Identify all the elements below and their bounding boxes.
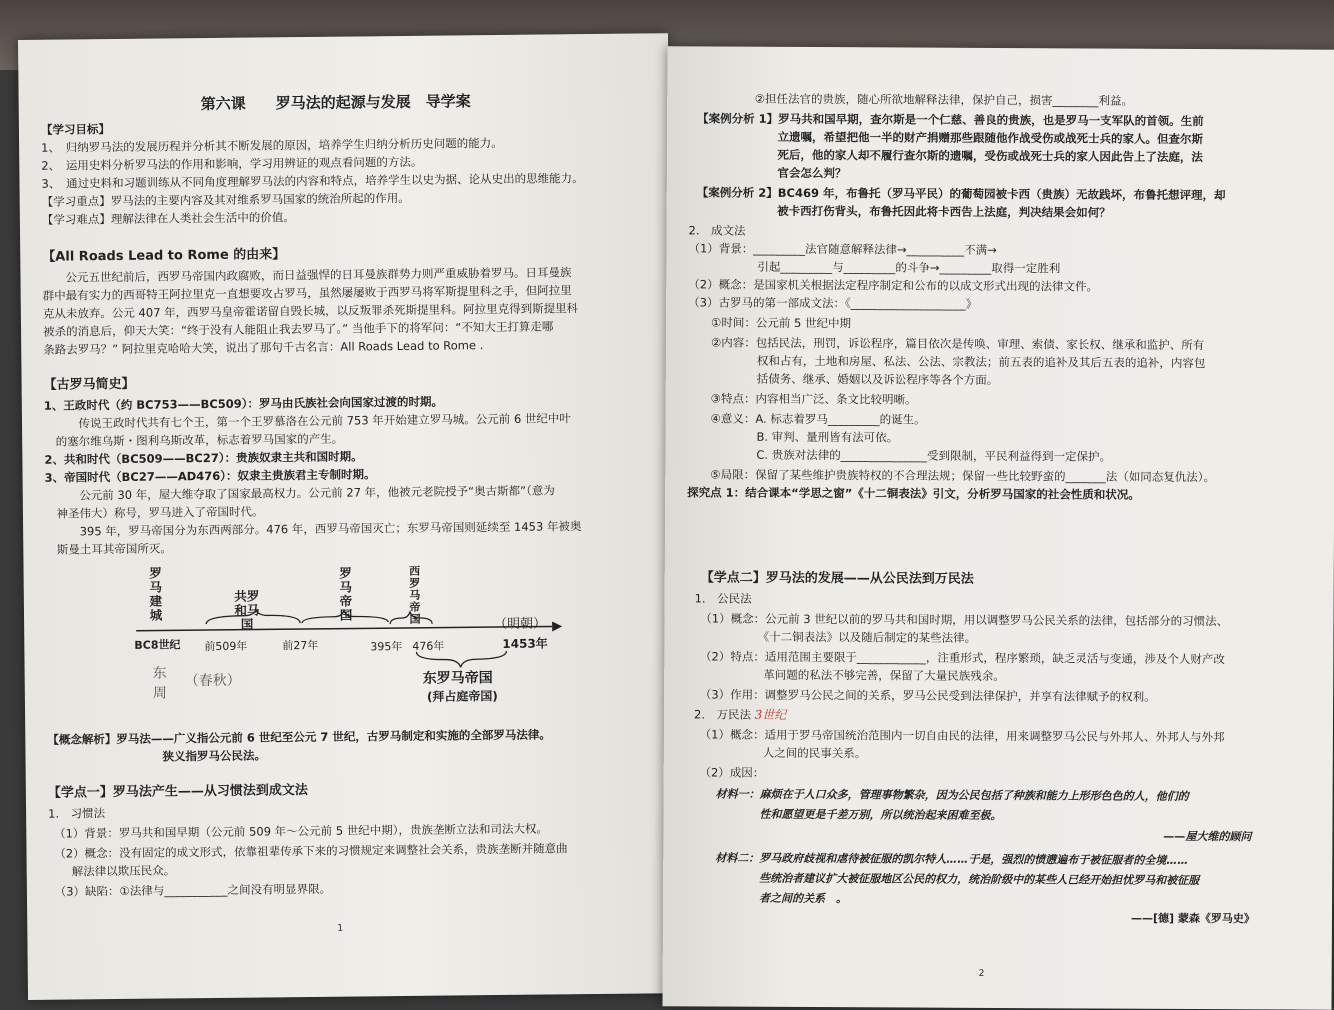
timeline-tick: 476年 [412,639,445,653]
text-line [694,706,786,722]
text-line: 3、 通过史料和习题训练从不同角度理解罗马法的内容和特点，培养学生以史为据、论从史出的思维能力。 [41,171,584,191]
text-line: 《十二铜表法》以及随后制定的某些法律。 [694,629,977,645]
timeline-tick: 前509年 [204,639,248,654]
text-line: （1）概念：适用于罗马帝国统治范围内一切自由民的法律，用来调整罗马公民与外邦人、外邦人与外邦 [693,727,1225,745]
timeline-label: 西罗马帝国 [409,564,421,626]
text-line: 1、 归纳罗马法的发展历程并分析其不断发展的原因，培养学生归纳分析历史问题的能力。 [41,135,503,155]
text-line: 2、共和时代（BC509——BC27）：贵族奴隶主共和国时期。 [44,449,363,467]
timeline-label: 罗马帝国 [339,565,353,623]
section-heading: 【古罗马简史】 [43,376,135,393]
text-line: （1）背景：罗马共和国早期（公元前 509 年～公元前 5 世纪中期），贵族垄断立法和司法大权。 [48,821,549,841]
text-line: 材料二：罗马政府歧视和虐待被征服的凯尔特人……于是，强烈的愤懑遍布于被征服者的全境…… [693,851,1189,867]
section-heading: 【All Roads Lead to Rome 的由来】 [42,247,286,265]
text-line: （3）作用：调整罗马公民之间的关系，罗马公民受到法律保护，并享有法律赋予的权利。 [694,687,1156,704]
text-line: （1）背景：_________法官随意解释法律→__________不满→ [688,241,997,257]
text-line: 被卡西打伤背头，布鲁托因此将卡西告上法庭，判决结果会如何？ [696,203,1111,220]
text-line: 【学习重点】罗马法的主要内容及其对维系罗马国家的统治所起的作用。 [41,190,410,209]
text-line: （2）成因： [693,765,765,780]
text-line: 狭义指罗马公民法。 [47,748,267,765]
text-line: 性和愿望更是千差万别，所以统治起来困难至极。 [693,807,1002,823]
text-line: 引起_________与_________的斗争→_________取得一定胜利 [688,259,1061,276]
text-line: 权和占有，土地和房屋、私法、公法、宗教法；前五表的追补及其后五表的追补，内容包 [687,353,1206,371]
text-line: 神圣伟大）称号，罗马进入了帝国时代。 [44,504,264,521]
text-line: 【学习难点】理解法律在人类社会生活中的价值。 [41,210,295,227]
text-line: 克从未放弃。公元 407 年，西罗马皇帝霍诺留自毁长城，以反叛罪杀死斯提里科。阿拉里克得到斯提里科 [42,301,579,321]
text-line: （2）概念：没有固定的成文形式，依靠祖辈传承下来的习惯规定来调整社会关系，贵族垄断并随意曲 [48,841,568,861]
text-line: （2）概念：是国家机关根据法定程序制定和公布的以成文形式出现的法律文件。 [688,277,1099,294]
text-line: ③特点：内容相当广泛、条文比较明晰。 [687,391,917,407]
timeline-tick: 前27年 [282,638,319,653]
text-line: 官会怎么判？ [696,165,847,181]
text-line: 材料一：麻烦在于人口众多，管理事物繁杂，因为公民包括了种族和能力上形形色色的人，他们的 [693,787,1189,803]
text-line: 解法律以欺压民众。 [48,863,176,879]
text-line: 2. 成文法 [688,223,746,238]
text-line: （1）概念：公元前 3 世纪以前的罗马共和国时期，用以调整罗马公民关系的法律，包括部分的习惯法、 [694,611,1229,629]
section-heading: 【学习目标】 [40,122,111,137]
text-line: 死后，他的家人却不履行查尔斯的遗嘱，受伤或战死士兵的家人因此告上了法庭，法 [696,147,1203,165]
text-line: 1. 公民法 [694,591,752,606]
text-line: 革问题的私法不够完善，保留了大量民族残余。 [694,667,1005,684]
timeline-label: （春秋） [184,672,241,690]
text-line: 【案例分析 1】罗马共和国早期，查尔斯是一个仁慈、善良的贵族，也是罗马一支军队的首领。生前 [697,111,1204,129]
text-line: 2、 运用史料分析罗马法的作用和影响，学习用辨证的观点看问题的方法。 [41,154,423,173]
text-line: 1、王政时代（约 BC753——BC509）：罗马由氏族社会向国家过渡的时期。 [43,394,444,413]
text-line: 被杀的消息后，仰天大笑：“终于没有人能阻止我去罗马了。” 当他手下的将军问：“不知大王打算走哪 [42,319,554,339]
text-line: ②担任法官的贵族，随心所欲地解释法律，保护自己，损害________利益。 [697,91,1134,108]
text-line: 传说王政时代共有七个王，第一个王罗慕洛在公元前 753 年开始建立罗马城。公元前 6 世纪中叶 [43,411,571,431]
section-heading: 【学点一】罗马法产生——从习惯法到成文法 [47,783,308,801]
text-line: 群中最有实力的西哥特王阿拉里克一直想要攻占罗马，虽然屡屡败于西罗马将军斯提里科之手，但阿拉里 [42,283,572,303]
text-line: ⑤局限：保留了某些维护贵族特权的不合理法规；保留一些比较野蛮的_______法（如同态复仇法）。 [687,467,1216,485]
text-line: 些统治者建议扩大被征服地区公民的权力，统治阶级中的某些人已经开始担忧罗马和被征服 [693,871,1200,888]
text-line: 【案例分析 2】BC469 年，布鲁托（罗马平民）的葡萄园被卡西（贵族）无故践坏，布鲁托想评理，却 [696,185,1226,203]
text-line: 人之间的民事关系。 [693,745,867,761]
text-line: 1. 习惯法 [48,806,106,821]
text-line: （2）特点：适用范围主要限于____________，注重形式，程序繁琐，缺乏灵活与变通，涉及个人财产改 [694,649,1225,667]
timeline-label: 周 [152,685,167,702]
text-line: 立遗嘱，希望把他一半的财产捐赠那些跟随他作战受伤或战死士兵的家人。但查尔斯 [697,129,1204,147]
timeline-label: 共罗和马国 [234,588,260,632]
timeline-label: 东罗马帝国 [422,670,493,687]
text-line: 的塞尔维乌斯・图利乌斯改革，标志着罗马国家的产生。 [44,431,344,449]
timeline-label: (拜占庭帝国) [426,689,498,704]
timeline-label: 东 [152,665,167,682]
text-line: 3、帝国时代（BC27——AD476）：奴隶主贵族君主专制时期。 [44,467,376,485]
text-line: 者之间的关系 。 [693,891,848,906]
text-line: 公元前 30 年，屋大维夺取了国家最高权力。公元前 27 年，他被元老院授予“奥古斯都”（意为 [44,483,555,503]
text-line: ①时间：公元前 5 世纪中期 [688,315,852,331]
text-line: 斯曼土耳其帝国所灭。 [45,541,172,557]
page-number: 2 [978,968,985,979]
text-line: 【概念解析】罗马法——广义指公元前 6 世纪至公元 7 世纪，古罗马制定和实施的全部罗马法律。 [47,727,551,747]
section-heading: 【学点二】罗马法的发展——从公民法到万民法 [700,570,974,587]
text-line: C. 贵族对法律的_______________受到限制，平民利益得到一定保护。 [687,447,1112,464]
page-number: 1 [337,923,344,934]
text-line: 条路去罗马？” 阿拉里克哈哈大笑，说出了那句千古名言：All Roads Lead to Rome . [43,338,484,357]
right-page [662,46,1334,1009]
page-title: 第六课 罗马法的起源与发展 导学案 [200,92,471,114]
left-page [18,33,678,1000]
text-line: ④意义：A. 标志着罗马_________的诞生。 [687,411,926,427]
text-line: 395 年，罗马帝国分为东西两部分。476 年，西罗马帝国灭亡；东罗马帝国则延续至 1453 年被奥 [45,519,582,539]
text-line: ②内容：包括民法，刑罚，诉讼程序，篇目依次是传唤、审理、索债、家长权、继承和监护、所有 [687,335,1205,353]
text-line: （3）古罗马的第一部成文法：《____________________》 [688,295,978,311]
timeline-label: （明朝） [494,616,547,633]
text-line: 探究点 1：结合课本“学思之窗”《十二铜表法》引文，分析罗马国家的社会性质和状况。 [687,485,1140,502]
text-line: 公元五世纪前后，西罗马帝国内政腐败，而日益强悍的日耳曼族群势力则严重威胁着罗马。日耳曼族 [42,265,572,285]
text-line: B. 审判、量刑皆有法可依。 [687,429,899,445]
timeline-tick: 395年 [370,640,403,654]
text-line: （3）缺陷：①法律与___________之间没有明显界限。 [48,881,332,899]
text-line: ——[德] 蒙森《罗马史》 [1130,911,1255,926]
handwritten-note: 3世纪 [754,707,787,722]
text-line: ——屋大维的顾问 [1163,829,1252,844]
timeline-label: 罗马建城 [149,565,163,623]
timeline-tick: 1453年 [502,636,548,651]
text-line: 2. 万民法 [693,707,752,722]
text-line: 括债务、继承、婚姻以及诉讼程序等各个方面。 [687,371,999,387]
timeline-tick: BC8世纪 [134,638,181,652]
